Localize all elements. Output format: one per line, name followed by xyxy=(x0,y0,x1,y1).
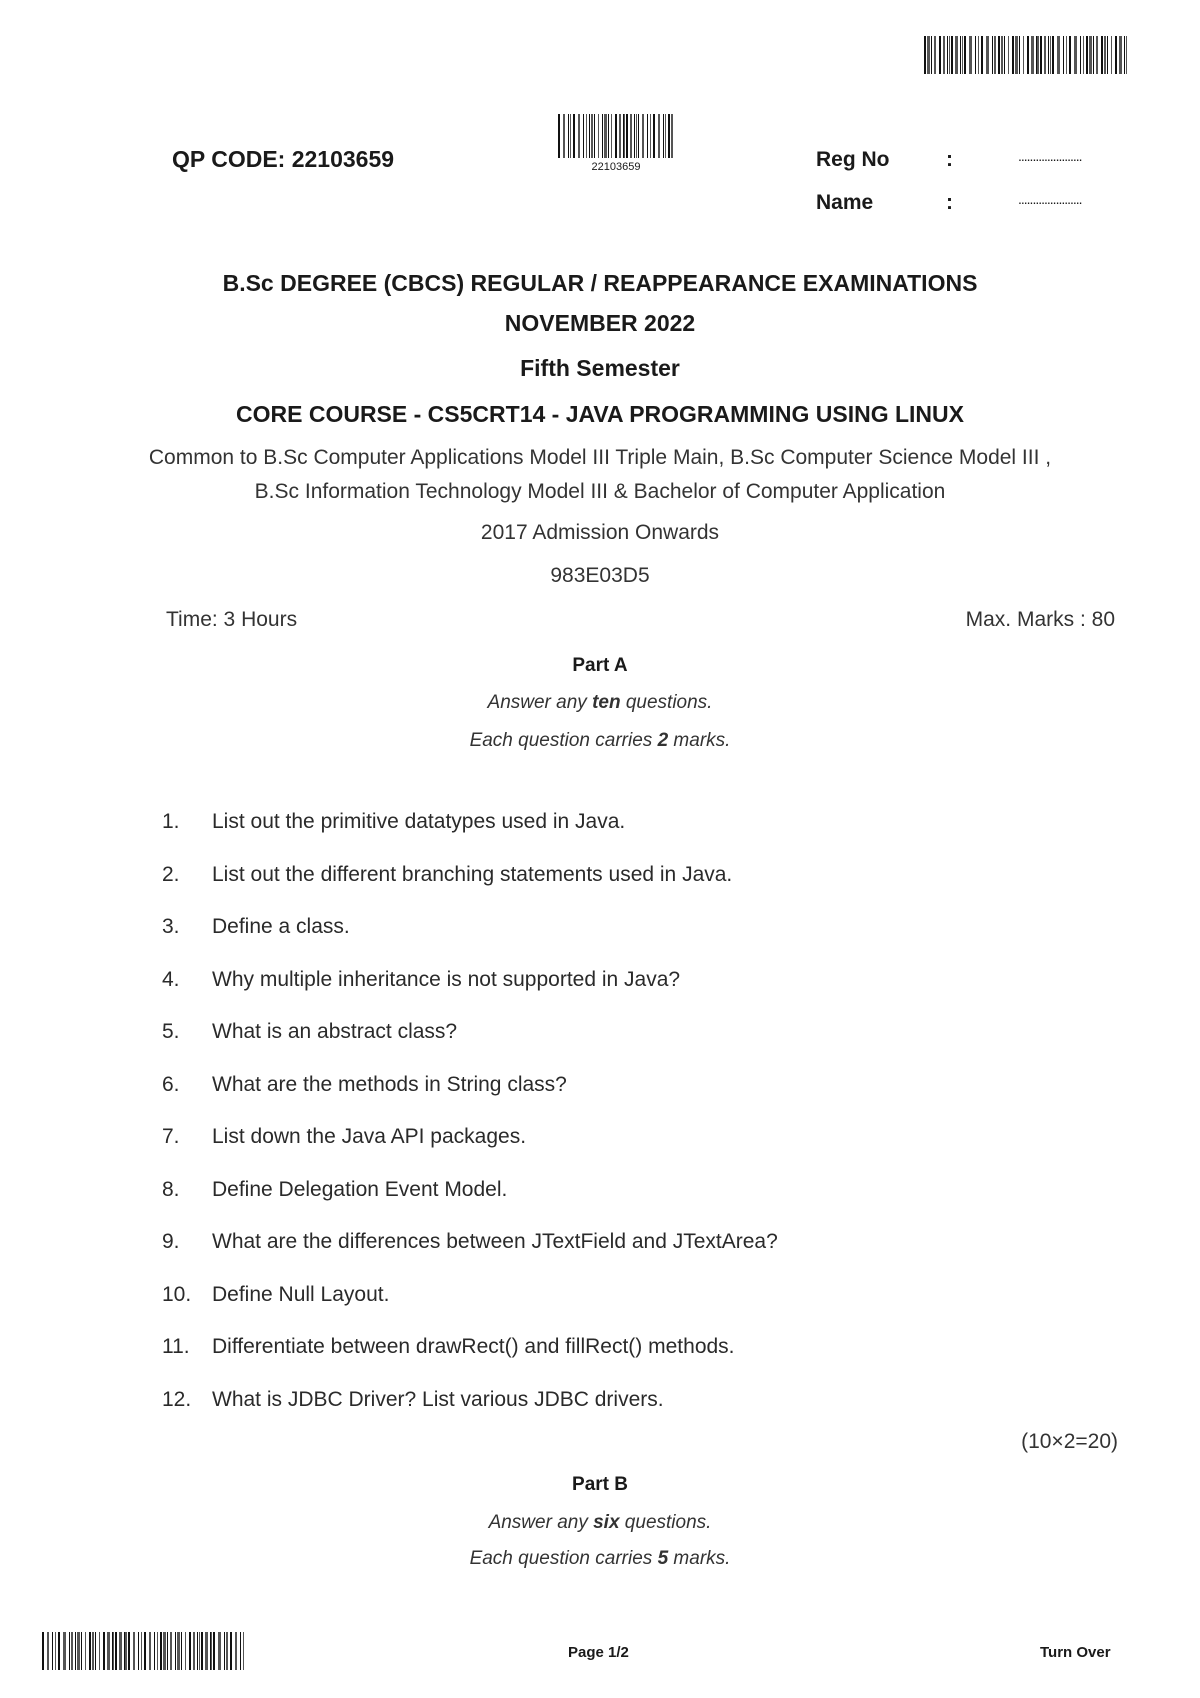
question-text: List down the Java API packages. xyxy=(212,1125,527,1148)
question-text: List out the different branching statements used in Java. xyxy=(212,862,733,886)
barcode-bar xyxy=(619,114,621,158)
barcode-bar xyxy=(69,1632,70,1670)
barcode-bar xyxy=(624,114,625,158)
question-item xyxy=(162,1178,507,1202)
barcode-bar xyxy=(1036,36,1037,74)
barcode-bar xyxy=(578,114,580,158)
common-to-line1: Common to B.Sc Computer Applications Model III Triple Main, B.Sc Computer Science Model III , xyxy=(148,446,1052,469)
barcode-bar xyxy=(157,1632,158,1670)
part-b-instruction-1 xyxy=(0,1512,1200,1534)
part-b-instr2-bold: 5 xyxy=(657,1548,669,1569)
barcode-bar xyxy=(626,114,628,158)
barcode-bar xyxy=(939,36,941,74)
part-b-instr1-post: questions. xyxy=(619,1512,712,1533)
part-b-instr1-pre: Answer any xyxy=(488,1512,594,1533)
barcode-bar xyxy=(85,1632,86,1670)
barcode-bar xyxy=(1027,36,1029,74)
barcode-bar xyxy=(213,1632,215,1670)
barcode-bar xyxy=(589,114,591,158)
barcode-bar xyxy=(924,36,926,74)
barcode-bar xyxy=(1101,36,1103,74)
part-b-instruction-2 xyxy=(0,1548,1200,1570)
barcode-bar xyxy=(1089,36,1092,74)
question-number: 4. xyxy=(162,967,180,991)
barcode-bar xyxy=(653,114,655,158)
part-a-instr2-pre: Each question carries xyxy=(469,730,658,751)
part-b-instr2-pre: Each question carries xyxy=(469,1548,658,1569)
semester: Fifth Semester xyxy=(520,355,680,381)
barcode-bar xyxy=(160,1632,162,1670)
barcode-bar xyxy=(103,1632,105,1670)
barcode-bar xyxy=(1040,36,1042,74)
question-item xyxy=(162,810,625,834)
barcode-bar xyxy=(119,1632,122,1670)
barcode-bar xyxy=(201,1632,203,1670)
barcode-bar xyxy=(1074,36,1077,74)
barcode-bar xyxy=(133,1632,136,1670)
barcode-bar xyxy=(663,114,664,158)
barcode-bar xyxy=(986,36,989,74)
part-a-instr1-post: questions. xyxy=(620,692,713,713)
part-b-instr2-post: marks. xyxy=(668,1548,731,1569)
question-number: 7. xyxy=(162,1125,180,1148)
barcode-bar xyxy=(170,1632,171,1670)
question-number: 5. xyxy=(162,1020,180,1043)
barcode-bar xyxy=(1080,36,1081,74)
part-a-instr1-pre: Answer any xyxy=(487,692,593,713)
barcode-bar xyxy=(638,114,640,158)
barcode-bar xyxy=(71,1632,72,1670)
barcode-bar xyxy=(1093,36,1094,74)
barcode-bar xyxy=(934,36,935,74)
barcode-bar xyxy=(138,1632,139,1670)
barcode-bar xyxy=(243,1632,244,1670)
barcode-bar xyxy=(927,36,930,74)
question-item xyxy=(162,1335,735,1359)
barcode-bar xyxy=(163,1632,166,1670)
barcode-bar xyxy=(611,114,612,158)
barcode-bar xyxy=(671,114,673,158)
barcode-bar xyxy=(177,1632,180,1670)
qp-barcode-number: 22103659 xyxy=(591,161,641,173)
barcode-bar xyxy=(591,114,593,158)
part-a-instruction-1 xyxy=(0,692,1200,714)
barcode-bar xyxy=(167,1632,168,1670)
barcode-bar xyxy=(211,1632,212,1670)
barcode-bar xyxy=(969,36,972,74)
question-item xyxy=(162,1125,526,1149)
barcode-bar xyxy=(992,36,993,74)
barcode-bar xyxy=(594,114,595,158)
barcode-bar xyxy=(210,1632,211,1670)
question-number: 12. xyxy=(162,1387,192,1411)
barcode-bar xyxy=(125,1632,126,1670)
barcode-bar xyxy=(193,1632,196,1670)
barcode-bar xyxy=(128,1632,130,1670)
question-number: 10. xyxy=(162,1282,192,1306)
barcode-bar xyxy=(1037,36,1038,74)
barcode-bar xyxy=(636,114,637,158)
barcode-bar xyxy=(558,114,560,158)
course-title: CORE COURSE - CS5CRT14 - JAVA PROGRAMMING USING LINUX xyxy=(236,401,964,427)
barcode-bar xyxy=(1069,36,1071,74)
page-number: Page 1/2 xyxy=(568,1644,629,1661)
barcode-bar xyxy=(1052,36,1054,74)
barcode-bar xyxy=(52,1632,53,1670)
barcode-bar xyxy=(185,1632,186,1670)
barcode-bar xyxy=(141,1632,142,1670)
barcode-bar xyxy=(978,36,979,74)
barcode-bar xyxy=(154,1632,155,1670)
barcode-bar xyxy=(224,1632,225,1670)
question-text: What is an abstract class? xyxy=(212,1020,458,1043)
barcode-bar xyxy=(226,1632,227,1670)
part-a-instruction-2 xyxy=(0,730,1200,752)
question-text: Define Delegation Event Model. xyxy=(212,1177,508,1201)
barcode-bar xyxy=(586,114,587,158)
barcode-bar xyxy=(1012,36,1014,74)
barcode-bar xyxy=(144,1632,146,1670)
question-text: List out the primitive datatypes used in Java. xyxy=(212,810,626,833)
barcode-bar xyxy=(240,1632,241,1670)
barcode-bar xyxy=(1115,36,1117,74)
admission: 2017 Admission Onwards xyxy=(480,521,720,544)
part-a-instr2-bold: 2 xyxy=(657,730,669,751)
barcode-bar xyxy=(218,1632,221,1670)
barcode-bar xyxy=(75,1632,77,1670)
barcode-bar xyxy=(642,114,644,158)
barcode-bar xyxy=(1104,36,1107,74)
barcode-bar xyxy=(615,114,617,158)
part-b-instr1-bold: six xyxy=(593,1512,620,1533)
barcode-bar xyxy=(647,114,648,158)
barcode-bar xyxy=(1096,36,1097,74)
barcode-bar xyxy=(1126,36,1127,74)
barcode-bar xyxy=(573,114,575,158)
barcode-bar xyxy=(235,1632,238,1670)
part-a-marks-total: (10×2=20) xyxy=(1021,1430,1118,1453)
barcode-bar xyxy=(962,36,963,74)
qp-barcode xyxy=(558,114,674,158)
barcode-bar xyxy=(1124,36,1125,74)
top-right-barcode xyxy=(924,36,1128,74)
question-item xyxy=(162,863,732,887)
barcode-bar xyxy=(113,1632,114,1670)
common-to-line2: B.Sc Information Technology Model III & Bachelor of Computer Application xyxy=(254,480,946,503)
barcode-bar xyxy=(189,1632,191,1670)
part-a-instr1-bold: ten xyxy=(592,692,621,713)
exam-title: B.Sc DEGREE (CBCS) REGULAR / REAPPEARANCE EXAMINATIONS xyxy=(222,270,978,296)
question-text: Differentiate between drawRect() and fillRect() methods. xyxy=(212,1335,735,1358)
question-text: Define a class. xyxy=(212,915,350,938)
barcode-bar xyxy=(197,1632,198,1670)
barcode-bar xyxy=(960,36,961,74)
barcode-bar xyxy=(55,1632,56,1670)
barcode-bar xyxy=(149,1632,152,1670)
barcode-bar xyxy=(998,36,1000,74)
barcode-bar xyxy=(81,1632,82,1670)
barcode-bar xyxy=(1001,36,1004,74)
barcode-bar xyxy=(124,1632,125,1670)
name-colon: : xyxy=(946,191,953,214)
question-text: What are the differences between JTextField and JTextArea? xyxy=(212,1230,778,1253)
barcode-bar xyxy=(598,114,599,158)
barcode-bar xyxy=(1057,36,1060,74)
question-number: 3. xyxy=(162,915,180,938)
part-a-heading: Part A xyxy=(572,655,628,676)
barcode-bar xyxy=(1015,36,1018,74)
barcode-bar xyxy=(583,114,584,158)
question-item xyxy=(162,1073,567,1097)
barcode-bar xyxy=(634,114,635,158)
question-text: What are the methods in String class? xyxy=(212,1072,567,1096)
question-number: 9. xyxy=(162,1230,180,1253)
part-b-heading: Part B xyxy=(572,1474,628,1495)
question-text: Define Null Layout. xyxy=(212,1282,390,1306)
question-item xyxy=(162,1230,778,1254)
barcode-bar xyxy=(658,114,660,158)
barcode-bar xyxy=(1111,36,1112,74)
reg-no-field: ...................... xyxy=(1018,148,1082,164)
barcode-bar xyxy=(1023,36,1024,74)
barcode-bar xyxy=(931,36,932,74)
barcode-bar xyxy=(47,1632,50,1670)
barcode-bar xyxy=(1031,36,1034,74)
barcode-bar xyxy=(205,1632,208,1670)
exam-month: NOVEMBER 2022 xyxy=(504,310,696,336)
barcode-bar xyxy=(58,1632,60,1670)
question-number: 1. xyxy=(162,810,180,833)
barcode-bar xyxy=(92,1632,95,1670)
reg-no-colon: : xyxy=(946,148,953,171)
barcode-bar xyxy=(95,1632,96,1670)
barcode-bar xyxy=(230,1632,232,1670)
barcode-bar xyxy=(604,114,606,158)
barcode-bar xyxy=(1066,36,1067,74)
question-item xyxy=(162,1020,457,1044)
barcode-bar xyxy=(608,114,609,158)
paper-code: 983E03D5 xyxy=(550,564,650,587)
name-field: ...................... xyxy=(1018,191,1082,207)
barcode-bar xyxy=(112,1632,113,1670)
question-text: Why multiple inheritance is not supported in Java? xyxy=(212,967,681,991)
barcode-bar xyxy=(1019,36,1020,74)
question-item xyxy=(162,1283,389,1307)
barcode-bar xyxy=(99,1632,100,1670)
barcode-bar xyxy=(1008,36,1009,74)
part-a-instr2-post: marks. xyxy=(668,730,731,751)
barcode-bar xyxy=(630,114,632,158)
barcode-bar xyxy=(1048,36,1049,74)
barcode-bar xyxy=(1063,36,1064,74)
barcode-bar xyxy=(42,1632,44,1670)
barcode-bar xyxy=(949,36,950,74)
question-item xyxy=(162,1388,664,1412)
question-number: 8. xyxy=(162,1177,180,1201)
barcode-bar xyxy=(943,36,946,74)
question-number: 2. xyxy=(162,862,180,886)
question-number: 6. xyxy=(162,1072,180,1096)
barcode-bar xyxy=(107,1632,110,1670)
barcode-bar xyxy=(570,114,571,158)
question-text: What is JDBC Driver? List various JDBC drivers. xyxy=(212,1387,664,1411)
barcode-bar xyxy=(964,36,966,74)
barcode-bar xyxy=(668,114,670,158)
barcode-bar xyxy=(115,1632,117,1670)
barcode-bar xyxy=(563,114,565,158)
question-item xyxy=(162,968,680,992)
barcode-bar xyxy=(175,1632,177,1670)
barcode-bar xyxy=(955,36,958,74)
barcode-bar xyxy=(1050,36,1051,74)
reg-no-label: Reg No xyxy=(816,148,890,171)
barcode-bar xyxy=(975,36,976,74)
barcode-bar xyxy=(568,114,569,158)
barcode-bar xyxy=(947,36,948,74)
barcode-bar xyxy=(77,1632,80,1670)
question-item xyxy=(162,915,350,939)
time-allowed: Time: 3 Hours xyxy=(166,608,298,631)
barcode-bar xyxy=(1044,36,1047,74)
barcode-bar xyxy=(1086,36,1088,74)
barcode-bar xyxy=(665,114,666,158)
name-label: Name xyxy=(816,191,874,214)
barcode-bar xyxy=(994,36,995,74)
barcode-bar xyxy=(951,36,953,74)
barcode-bar xyxy=(650,114,651,158)
barcode-bar xyxy=(181,1632,182,1670)
barcode-bar xyxy=(1107,36,1108,74)
barcode-bar xyxy=(602,114,604,158)
question-number: 11. xyxy=(162,1335,190,1358)
turn-over: Turn Over xyxy=(1040,1644,1111,1661)
barcode-bar xyxy=(63,1632,66,1670)
barcode-bar xyxy=(199,1632,200,1670)
bottom-left-barcode xyxy=(42,1632,246,1670)
barcode-bar xyxy=(623,114,624,158)
barcode-bar xyxy=(1083,36,1084,74)
qp-code: QP CODE: 22103659 xyxy=(172,146,395,172)
max-marks: Max. Marks : 80 xyxy=(965,608,1115,631)
barcode-bar xyxy=(1004,36,1005,74)
barcode-bar xyxy=(981,36,983,74)
barcode-bar xyxy=(89,1632,91,1670)
barcode-bar xyxy=(1119,36,1122,74)
